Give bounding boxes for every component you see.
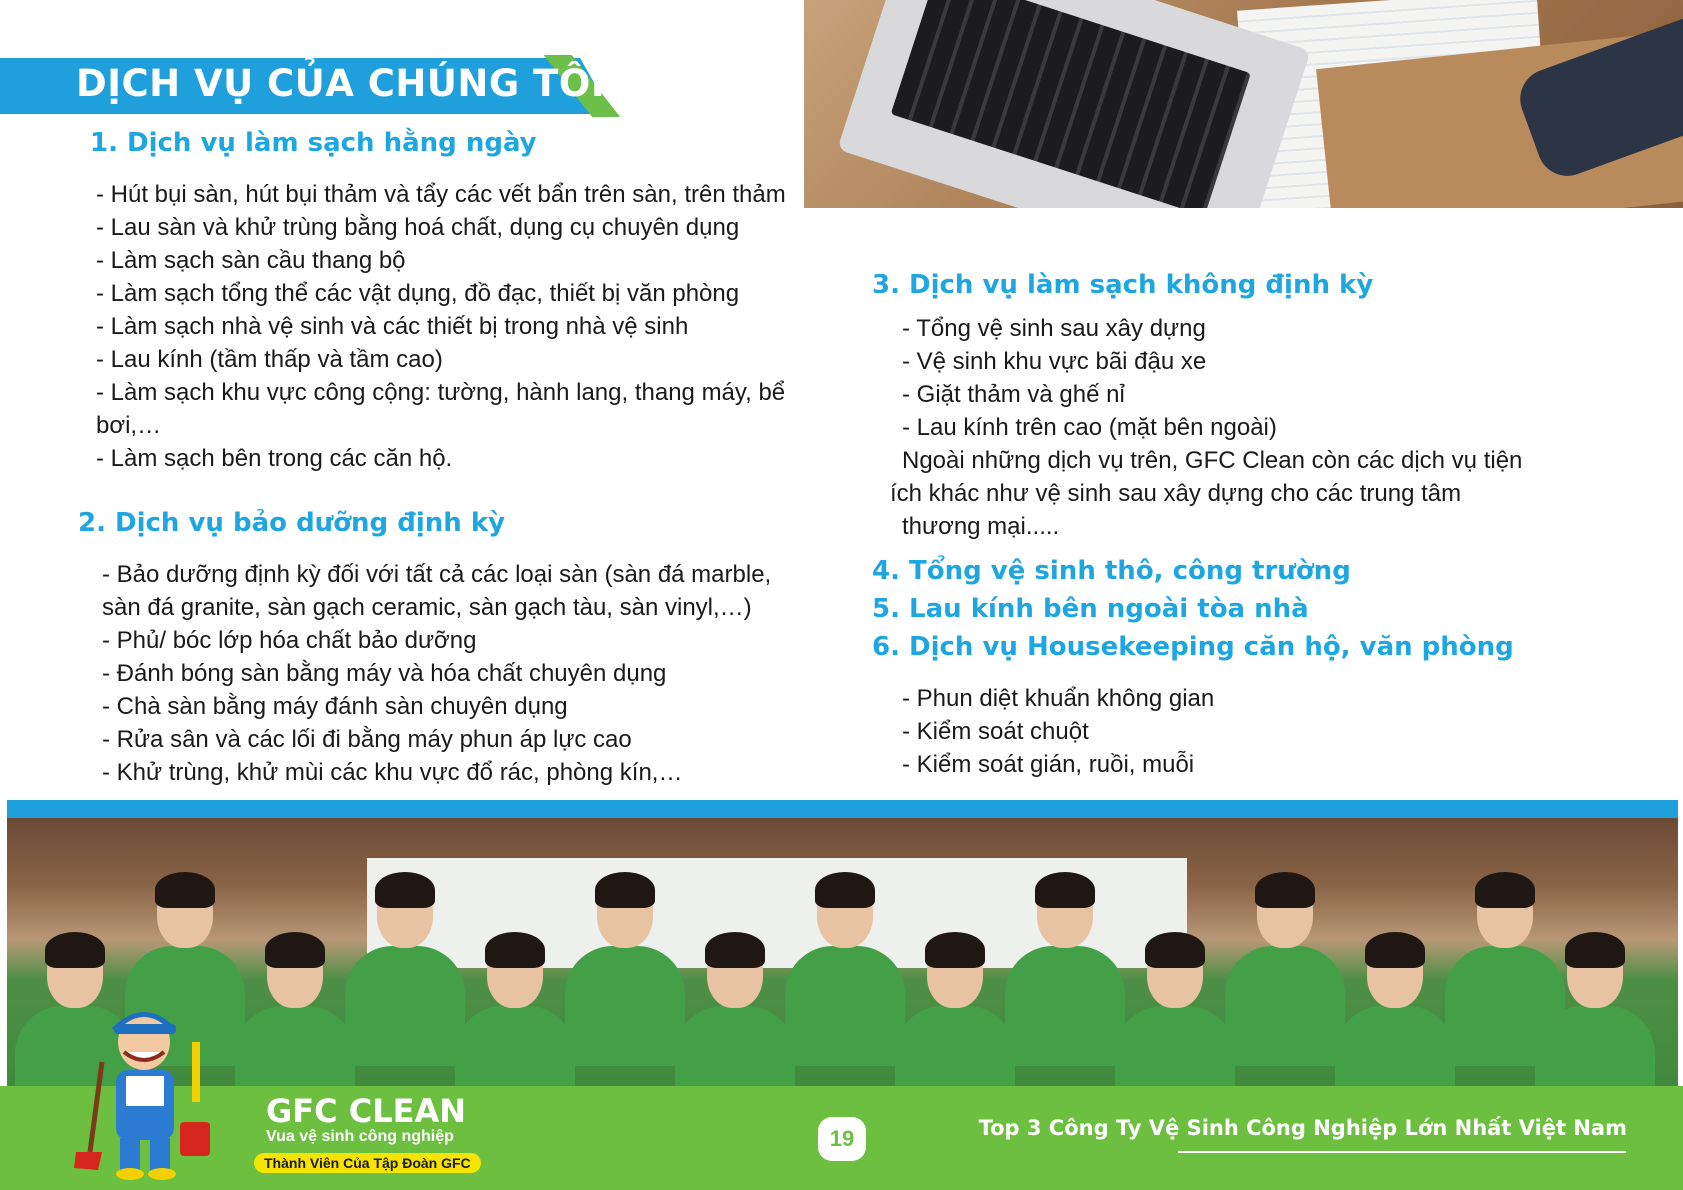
list-item: - Vệ sinh khu vực bãi đậu xe (902, 348, 1207, 375)
team-member-shirt (1115, 1006, 1235, 1088)
section-3-paragraph-line-1: Ngoài những dịch vụ trên, GFC Clean còn các dịch vụ tiện (902, 447, 1523, 474)
list-item: sàn đá granite, sàn gạch ceramic, sàn gạch tàu, sàn vinyl,…) (102, 594, 752, 621)
section-1-list (96, 178, 846, 475)
list-item: - Kiểm soát chuột (902, 718, 1089, 745)
team-member-hair (1365, 932, 1425, 968)
slogan-underline (1178, 1151, 1626, 1153)
section-3-paragraph-line-3: thương mại..... (902, 513, 1060, 540)
list-item: - Kiểm soát gián, ruồi, muỗi (902, 751, 1195, 778)
team-member-shirt (1335, 1006, 1455, 1088)
photo-laptop (837, 0, 1311, 208)
laptop-photo (804, 0, 1683, 208)
team-member-shirt (235, 1006, 355, 1088)
list-item: - Làm sạch khu vực công cộng: tường, hành lang, thang máy, bể (96, 379, 786, 406)
team-member-shirt (675, 1006, 795, 1088)
team-member-shirt (785, 946, 905, 1066)
team-member-shirt (895, 1006, 1015, 1088)
page-title: DỊCH VỤ CỦA CHÚNG TÔI (76, 62, 606, 105)
list-item: - Lau sàn và khử trùng bằng hoá chất, dụng cụ chuyên dụng (96, 214, 740, 241)
team-member-hair (925, 932, 985, 968)
team-member-hair (485, 932, 545, 968)
team-member-shirt (345, 946, 465, 1066)
team-member-hair (375, 872, 435, 908)
photo-top-band (7, 800, 1678, 818)
brand-tagline: Vua vệ sinh công nghiệp (266, 1128, 454, 1145)
list-item: - Lau kính trên cao (mặt bên ngoài) (902, 414, 1277, 441)
section-5-heading: 5. Lau kính bên ngoài tòa nhà (872, 594, 1309, 624)
photo-keyboard (891, 0, 1251, 208)
brand-badge: Thành Viên Của Tập Đoàn GFC (254, 1153, 481, 1173)
section-3-list (902, 312, 1602, 444)
team-member-hair (815, 872, 875, 908)
list-item: - Làm sạch tổng thể các vật dụng, đồ đạc, thiết bị văn phòng (96, 280, 740, 307)
team-member-hair (265, 932, 325, 968)
list-item: - Làm sạch bên trong các căn hộ. (96, 445, 453, 472)
list-item: - Chà sàn bằng máy đánh sàn chuyên dụng (102, 693, 568, 720)
list-item: - Rửa sân và các lối đi bằng máy phun áp lực cao (102, 726, 632, 753)
section-3-heading: 3. Dịch vụ làm sạch không định kỳ (872, 270, 1374, 300)
section-2-list (102, 558, 862, 789)
list-item: - Phun diệt khuẩn không gian (902, 685, 1215, 712)
cleaner-mascot-illustration (72, 1002, 222, 1182)
list-item: bơi,… (96, 412, 162, 439)
team-member-shirt (1225, 946, 1345, 1066)
section-3-paragraph-line-2: ích khác như vệ sinh sau xây dựng cho các trung tâm (890, 480, 1462, 507)
section-6-heading: 6. Dịch vụ Housekeeping căn hộ, văn phòng (872, 632, 1514, 662)
team-member-hair (45, 932, 105, 968)
page-number (818, 1117, 866, 1161)
footer-slogan: Top 3 Công Ty Vệ Sinh Công Nghiệp Lớn Nhất Việt Nam (978, 1116, 1627, 1140)
team-member-shirt (565, 946, 685, 1066)
list-item: - Khử trùng, khử mùi các khu vực đổ rác, phòng kín,… (102, 759, 683, 786)
section-6-list (902, 682, 1602, 781)
list-item: - Làm sạch sàn cầu thang bộ (96, 247, 406, 274)
team-member-hair (1145, 932, 1205, 968)
section-4-heading: 4. Tổng vệ sinh thô, công trường (872, 556, 1351, 586)
list-item: - Tổng vệ sinh sau xây dựng (902, 315, 1206, 342)
team-member-hair (705, 932, 765, 968)
page-number-text: 19 (829, 1126, 855, 1151)
list-item: - Giặt thảm và ghế nỉ (902, 381, 1125, 408)
list-item: - Phủ/ bóc lớp hóa chất bảo dưỡng (102, 627, 477, 654)
section-1-heading: 1. Dịch vụ làm sạch hằng ngày (90, 128, 537, 158)
team-photo (7, 818, 1678, 1088)
list-item: - Lau kính (tầm thấp và tầm cao) (96, 346, 443, 373)
team-member-hair (1475, 872, 1535, 908)
list-item: - Làm sạch nhà vệ sinh và các thiết bị trong nhà vệ sinh (96, 313, 689, 340)
team-member-shirt (1535, 1006, 1655, 1088)
team-member-hair (1035, 872, 1095, 908)
team-member-shirt (455, 1006, 575, 1088)
team-member-hair (1565, 932, 1625, 968)
team-member-shirt (1005, 946, 1125, 1066)
team-member-hair (595, 872, 655, 908)
brand-name: GFC CLEAN (266, 1092, 467, 1130)
team-member-hair (1255, 872, 1315, 908)
list-item: - Hút bụi sàn, hút bụi thảm và tẩy các vết bẩn trên sàn, trên thảm (96, 181, 786, 208)
team-member-hair (155, 872, 215, 908)
list-item: - Bảo dưỡng định kỳ đối với tất cả các loại sàn (sàn đá marble, (102, 561, 772, 588)
section-2-heading: 2. Dịch vụ bảo dưỡng định kỳ (78, 508, 506, 538)
list-item: - Đánh bóng sàn bằng máy và hóa chất chuyên dụng (102, 660, 667, 687)
